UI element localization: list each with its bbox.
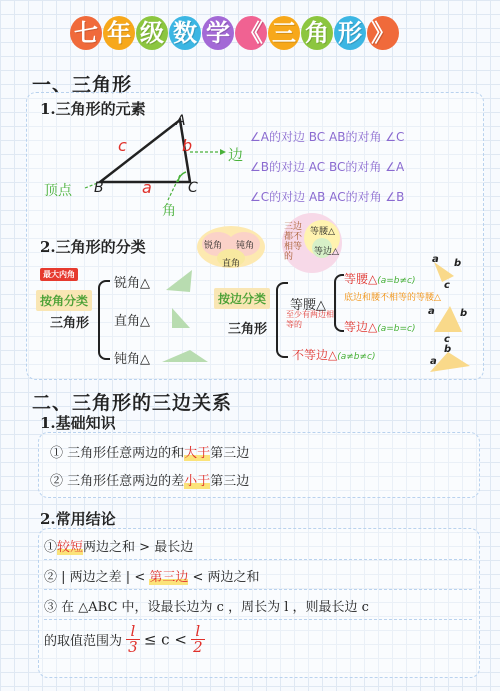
vertex-label: 顶点 bbox=[44, 183, 72, 199]
frac2-num: l bbox=[191, 624, 205, 640]
iso-tri-icon bbox=[434, 262, 454, 282]
iso-brace bbox=[334, 274, 344, 332]
iso-letter-b: b bbox=[454, 258, 462, 269]
basic-2-post: 第三边 bbox=[210, 474, 250, 489]
sc-letter-a: a bbox=[430, 356, 437, 367]
title-char: 七 bbox=[70, 16, 102, 50]
conc-3b-text: 的取值范围为 bbox=[44, 634, 123, 649]
conclusion-subtitle: 2.常用结论 bbox=[40, 510, 116, 528]
conc-2-post: < 两边之和 bbox=[188, 570, 260, 585]
conc-2-num: ② bbox=[44, 570, 58, 585]
conclusion-2 bbox=[44, 566, 472, 590]
conc-1-num: ① bbox=[44, 540, 58, 555]
fraction-upper bbox=[191, 624, 205, 655]
title-char: 级 bbox=[136, 16, 168, 50]
iso-desc: 底边和腰不相等的等腰△ bbox=[344, 293, 441, 303]
equilateral-cond: (a=b=c) bbox=[377, 324, 416, 334]
obtuse-tri-icon bbox=[162, 350, 208, 362]
frac1-num: l bbox=[126, 624, 140, 640]
scalene-cond: (a≠b≠c) bbox=[337, 352, 376, 362]
venn1-right: 钝角 bbox=[236, 241, 255, 251]
conclusion-1 bbox=[44, 536, 472, 560]
scalene-label: 不等边△ bbox=[292, 348, 338, 362]
conc-3-num: ③ bbox=[44, 600, 58, 615]
conc-1-hl: 较短 bbox=[57, 540, 84, 555]
side-a: a bbox=[142, 178, 152, 197]
side-c: c bbox=[118, 136, 127, 155]
basic-1-post: 第三边 bbox=[210, 446, 250, 461]
conc-3-text: 在 △ABC 中，设最长边为 c ，周长为 l ，则最长边 c bbox=[61, 600, 369, 615]
fraction-lower bbox=[126, 624, 140, 655]
section1-heading: 一、三角形 bbox=[32, 74, 133, 96]
max-angle-tag: 最大内角 bbox=[40, 268, 78, 281]
title-char: 数 bbox=[169, 16, 201, 50]
basic-subtitle: 1.基础知识 bbox=[40, 414, 116, 432]
basic-2-pre: 三角形任意两边的差 bbox=[67, 474, 185, 489]
angle-label: 角 bbox=[162, 203, 176, 219]
basic-1-num: ① bbox=[50, 446, 64, 461]
iso-letter-a: a bbox=[432, 254, 439, 265]
equilateral-row bbox=[344, 318, 416, 335]
range-relation: ≤ c < bbox=[143, 630, 187, 649]
isosceles-item: 等腰△ bbox=[290, 298, 326, 313]
title-char: 年 bbox=[103, 16, 135, 50]
basic-rule-2 bbox=[50, 470, 249, 489]
conc-2-hl: 第三边 bbox=[149, 570, 189, 585]
page-title bbox=[70, 16, 430, 60]
venn2-bottom: 等边△ bbox=[314, 247, 339, 257]
conc-2-pre: | 两边之差 | < bbox=[61, 570, 150, 585]
basic-1-hl: 大于 bbox=[184, 446, 211, 461]
frac2-den: 2 bbox=[193, 638, 203, 656]
frac1-den: 3 bbox=[128, 638, 138, 656]
title-char: 三 bbox=[268, 16, 300, 50]
iso-main-label: 等腰△ bbox=[344, 272, 378, 286]
title-char: 》 bbox=[367, 16, 399, 50]
conclusion-3 bbox=[44, 596, 472, 620]
title-char: 学 bbox=[202, 16, 234, 50]
sc-letter-b: b bbox=[444, 344, 452, 355]
iso-main-cond: (a=b≠c) bbox=[377, 276, 416, 286]
by-angle-root: 三角形 bbox=[50, 316, 90, 331]
point-b: B bbox=[94, 180, 104, 196]
basic-2-num: ② bbox=[50, 474, 64, 489]
venn1-left: 锐角 bbox=[204, 241, 223, 251]
conc-1-post: 两边之和 > 最长边 bbox=[83, 540, 194, 555]
classification-subtitle: 2.三角形的分类 bbox=[40, 238, 146, 256]
triangle-shape bbox=[100, 120, 193, 182]
iso-main bbox=[344, 270, 416, 287]
obtuse-item: 钝角△ bbox=[114, 352, 150, 367]
title-char: 《 bbox=[235, 16, 267, 50]
by-side-label: 按边分类 bbox=[214, 288, 270, 309]
triangle-diagram bbox=[40, 110, 240, 220]
venn2-left: 三边都不相等的 bbox=[284, 222, 303, 262]
relation-a: ∠A的对边 BC AB的对角 ∠C bbox=[250, 130, 405, 144]
equi-tri-icon bbox=[434, 306, 462, 332]
right-tri-icon bbox=[172, 308, 190, 328]
by-angle-label: 按角分类 bbox=[36, 290, 92, 311]
angle-brace bbox=[98, 280, 110, 360]
side-b: b bbox=[182, 136, 193, 155]
venn2-right: 等腰△ bbox=[310, 227, 335, 237]
side-label: 边 bbox=[228, 146, 244, 164]
isosceles-note: 至少有两边相等的 bbox=[286, 310, 334, 329]
basic-2-hl: 小于 bbox=[184, 474, 211, 489]
equilateral-label: 等边△ bbox=[344, 320, 378, 334]
angle-tri-icons bbox=[160, 266, 210, 366]
elements-subtitle: 1.三角形的元素 bbox=[40, 100, 146, 118]
basic-1-pre: 三角形任意两边的和 bbox=[67, 446, 185, 461]
relation-c: ∠C的对边 AB AC的对角 ∠B bbox=[250, 190, 405, 204]
venn1-bottom: 直角 bbox=[222, 259, 241, 269]
iso-letter-c: c bbox=[444, 280, 450, 291]
point-c: C bbox=[188, 180, 198, 196]
point-a: A bbox=[176, 113, 186, 129]
relation-b: ∠B的对边 AC BC的对角 ∠A bbox=[250, 160, 405, 174]
acute-item: 锐角△ bbox=[114, 276, 150, 291]
by-side-root: 三角形 bbox=[228, 322, 268, 337]
side-arrow bbox=[220, 149, 226, 155]
title-char: 角 bbox=[301, 16, 333, 50]
basic-rule-1 bbox=[50, 442, 249, 461]
acute-tri-icon bbox=[166, 270, 192, 292]
scalene-row bbox=[292, 346, 376, 363]
eq-letter-b: b bbox=[460, 308, 468, 319]
conclusion-3b bbox=[44, 624, 472, 668]
right-item: 直角△ bbox=[114, 314, 150, 329]
section2-heading: 二、三角形的三边关系 bbox=[32, 392, 233, 414]
eq-letter-c: c bbox=[444, 334, 450, 345]
eq-letter-a: a bbox=[428, 306, 435, 317]
title-char: 形 bbox=[334, 16, 366, 50]
relations-list bbox=[250, 122, 404, 212]
